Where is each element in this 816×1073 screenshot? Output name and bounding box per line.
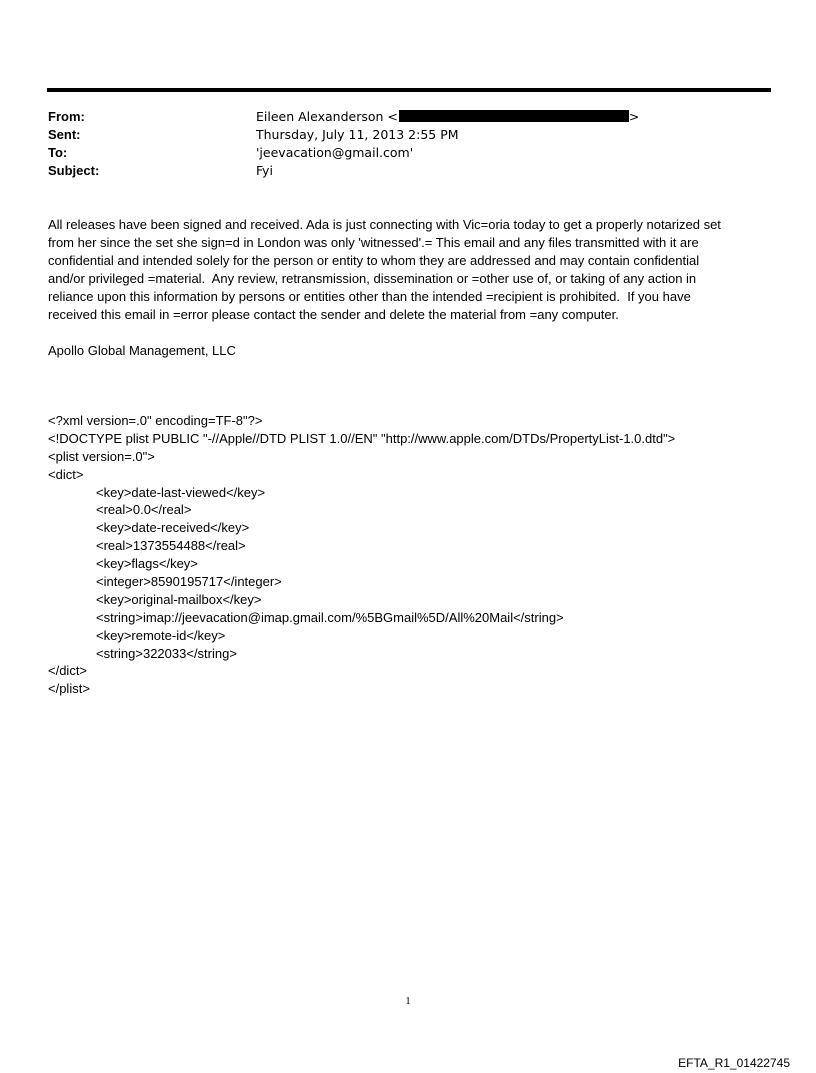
- xml-line: <string>imap://jeevacation@imap.gmail.com/%5BGmail%5D/All%20Mail</string>: [96, 609, 564, 625]
- xml-line: <key>remote-id</key>: [96, 627, 226, 643]
- body-line: reliance upon this information by persons or entities other than the intended =recipient is prohibited. If you have: [48, 289, 691, 304]
- redaction-bar: [399, 110, 629, 122]
- body-paragraph: [48, 216, 768, 324]
- to-row: [48, 144, 768, 162]
- xml-line: </dict>: [48, 663, 88, 679]
- subject-label: Subject:: [48, 163, 100, 178]
- from-label: From:: [48, 109, 85, 124]
- sent-value: Thursday, July 11, 2013 2:55 PM: [256, 127, 459, 142]
- body-line: from her since the set she sign=d in London was only 'witnessed'.= This email and any files transmitted with it are: [48, 235, 699, 250]
- xml-line: <!DOCTYPE plist PUBLIC "-//Apple//DTD PLIST 1.0//EN" "http://www.apple.com/DTDs/PropertyList-1.0.dtd">: [48, 430, 676, 446]
- signature: Apollo Global Management, LLC: [48, 343, 236, 358]
- from-row: [48, 108, 768, 126]
- subject-value: Fyi: [256, 163, 273, 178]
- xml-line: <?xml version=.0" encoding=TF-8"?>: [48, 413, 263, 428]
- xml-line: <real>0.0</real>: [96, 502, 192, 518]
- xml-line: <plist version=.0">: [48, 448, 155, 464]
- header-rule: [47, 88, 771, 92]
- xml-block: [48, 412, 788, 698]
- xml-line: <key>flags</key>: [96, 556, 198, 572]
- xml-line: <key>date-last-viewed</key>: [96, 484, 266, 500]
- xml-line: <key>date-received</key>: [96, 520, 250, 536]
- from-value: [256, 108, 639, 126]
- sent-row: [48, 126, 768, 144]
- body-line: All releases have been signed and received. Ada is just connecting with Vic=oria today to get a properly notarized set: [48, 217, 721, 232]
- xml-line: <integer>8590195717</integer>: [96, 574, 282, 590]
- email-body: [48, 216, 768, 324]
- from-trailing: >: [628, 109, 640, 124]
- from-name: Eileen Alexanderson <: [256, 109, 398, 124]
- to-value: 'jeevacation@gmail.com': [256, 145, 414, 160]
- sent-label: Sent:: [48, 127, 81, 142]
- xml-line: <string>322033</string>: [96, 645, 237, 661]
- xml-line: <dict>: [48, 466, 84, 482]
- xml-line: </plist>: [48, 681, 90, 697]
- bates-number: EFTA_R1_01422745: [678, 1056, 790, 1070]
- to-label: To:: [48, 145, 68, 160]
- body-line: and/or privileged =material. Any review, retransmission, dissemination or =other use of, or taking of any action in: [48, 271, 697, 286]
- page-number: 1: [405, 995, 411, 1007]
- subject-row: [48, 162, 768, 180]
- xml-line: <key>original-mailbox</key>: [96, 591, 262, 607]
- email-header: [48, 108, 768, 180]
- body-line: confidential and intended solely for the person or entity to whom they are addressed and may contain confidential: [48, 253, 700, 268]
- xml-line: <real>1373554488</real>: [96, 538, 246, 554]
- body-line: received this email in =error please contact the sender and delete the material from =any computer.: [48, 307, 619, 322]
